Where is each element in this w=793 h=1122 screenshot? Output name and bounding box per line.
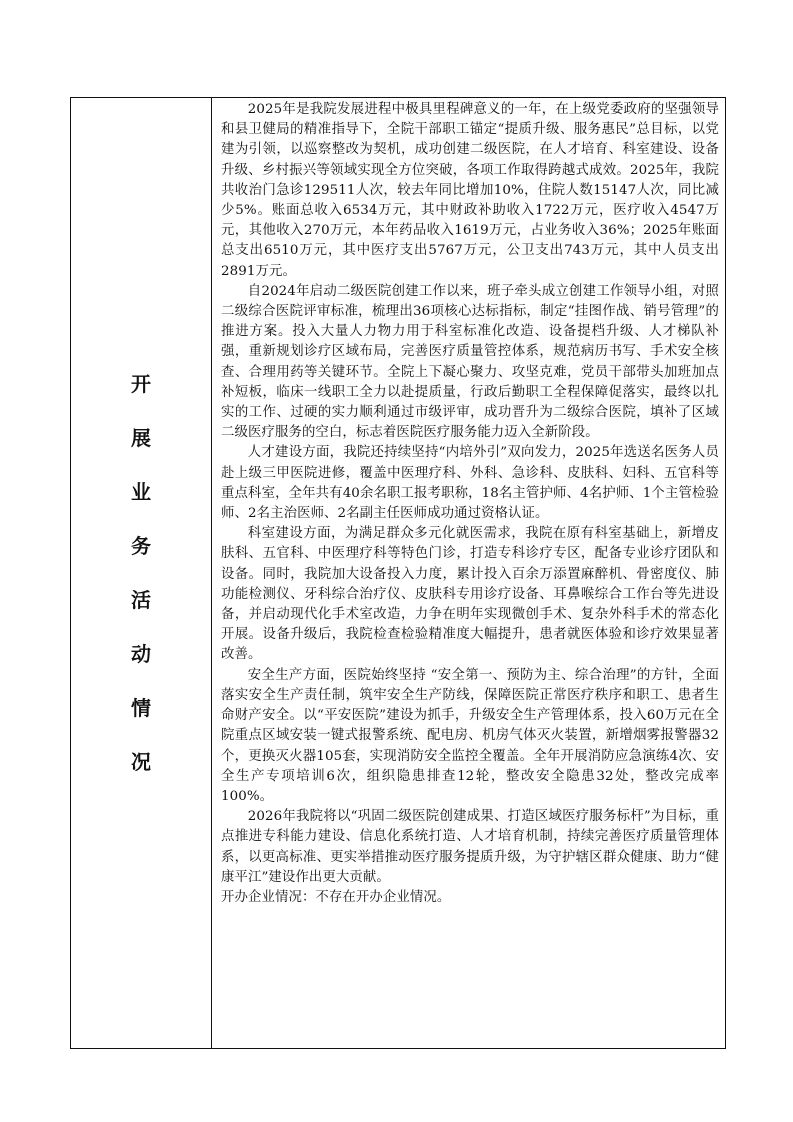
- section-label-char: 况: [131, 750, 151, 774]
- section-label-char: 展: [131, 426, 151, 450]
- report-table: [70, 97, 726, 1049]
- section-label-char: 开: [131, 372, 151, 396]
- paragraph-talent: 人才建设方面，我院还持续坚持“内培外引”双向发力，2025年选送名医务人员赴上级三甲医院进修，覆盖中医理疗科、外科、急诊科、皮肤科、妇科、五官科等重点科室，全年共有40余名职工报考职称，18名主管护师、4名护师、1个主管检验师、2名主治医师、2名副主任医师成功通过资格认证。: [221, 445, 719, 522]
- paragraph-enterprise-note: 开办企业情况：不存在开办企业情况。: [221, 889, 451, 905]
- section-label-char: 活: [131, 588, 151, 612]
- section-label-cell: [71, 98, 212, 1048]
- section-label-char: 业: [131, 480, 151, 504]
- section-label-char: 情: [131, 696, 151, 720]
- section-label-char: 务: [131, 534, 151, 558]
- section-label-char: 动: [131, 642, 151, 666]
- paragraph-safety: 安全生产方面，医院始终坚持 “安全第一、预防为主、综合治理”的方针，全面落实安全生产责任制，筑牢安全生产防线，保障医院正常医疗秩序和职工、患者生命财产安全。以“平安医院”建设为抓手，升级安全生产管理体系，投入60万元在全院重点区域安装一键式报警系统、配电房、机房气体灭火装置，新增烟雾报警器32个，更换灭火器105套，实现消防安全监控全覆盖。全年开展消防应急演练4次、安全生产专项培训6次，组织隐患排查12轮，整改安全隐患32处，整改完成率100%。: [221, 667, 719, 804]
- section-content-cell: [212, 98, 725, 1048]
- paragraph-overview: 2025年是我院发展进程中极具里程碑意义的一年，在上级党委政府的坚强领导和县卫健局的精准指导下，全院干部职工锚定“提质升级、服务惠民”总目标，以党建为引领，以巡察整改为契机，成功创建二级医院，在人才培育、科室建设、设备升级、乡村振兴等领域实现全方位突破，各项工作取得跨越式成效。2025年，我院共收治门急诊129511人次，较去年同比增加10%，住院人数15147人次，同比减少5%。账面总收入6534万元，其中财政补助收入1722万元，医疗收入4547万元，其他收入270万元，本年药品收入1619万元，占业务收入36%；2025年账面总支出6510万元，其中医疗支出5767万元，公卫支出743万元，其中人员支出2891万元。: [221, 102, 719, 279]
- paragraph-departments: 科室建设方面，为满足群众多元化就医需求，我院在原有科室基础上，新增皮肤科、五官科、中医理疗科等特色门诊，打造专科诊疗专区，配备专业诊疗团队和设备。同时，我院加大设备投入力度，累计投入百余万添置麻醉机、骨密度仪、肺功能检测仪、牙科综合治疗仪、皮肤科专用诊疗设备、耳鼻喉综合工作台等先进设备，并启动现代化手术室改造，力争在明年实现微创手术、复杂外科手术的常态化开展。设备升级后，我院检查检验精准度大幅提升，患者就医体验和诊疗效果显著改善。: [221, 526, 719, 663]
- paragraph-hospital-upgrade: 自2024年启动二级医院创建工作以来，班子牵头成立创建工作领导小组，对照二级综合医院评审标准，梳理出36项核心达标指标，制定“挂图作战、销号管理”的推进方案。投入大量人力物力用于科室标准化改造、设备提档升级、人才梯队补强，重新规划诊疗区域布局，完善医疗质量管控体系，规范病历书写、手术安全核查、合理用药等关键环节。全院上下凝心聚力、攻坚克难，党员干部带头加班加点补短板，临床一线职工全力以赴提质量，行政后勤职工全程保障促落实，最终以扎实的工作、过硬的实力顺利通过市级评审，成功晋升为二级综合医院，填补了区域二级医疗服务的空白，标志着医院医疗服务能力迈入全新阶段。: [221, 283, 719, 441]
- paragraph-2026-plan: 2026年我院将以“巩固二级医院创建成果、打造区域医疗服务标杆”为目标，重点推进专科能力建设、信息化系统打造、人才培育机制，持续完善医疗质量管理体系，以更高标准、更实举措推动医疗服务提质升级，为守护辖区群众健康、助力“健康平江”建设作出更大贡献。: [221, 809, 719, 885]
